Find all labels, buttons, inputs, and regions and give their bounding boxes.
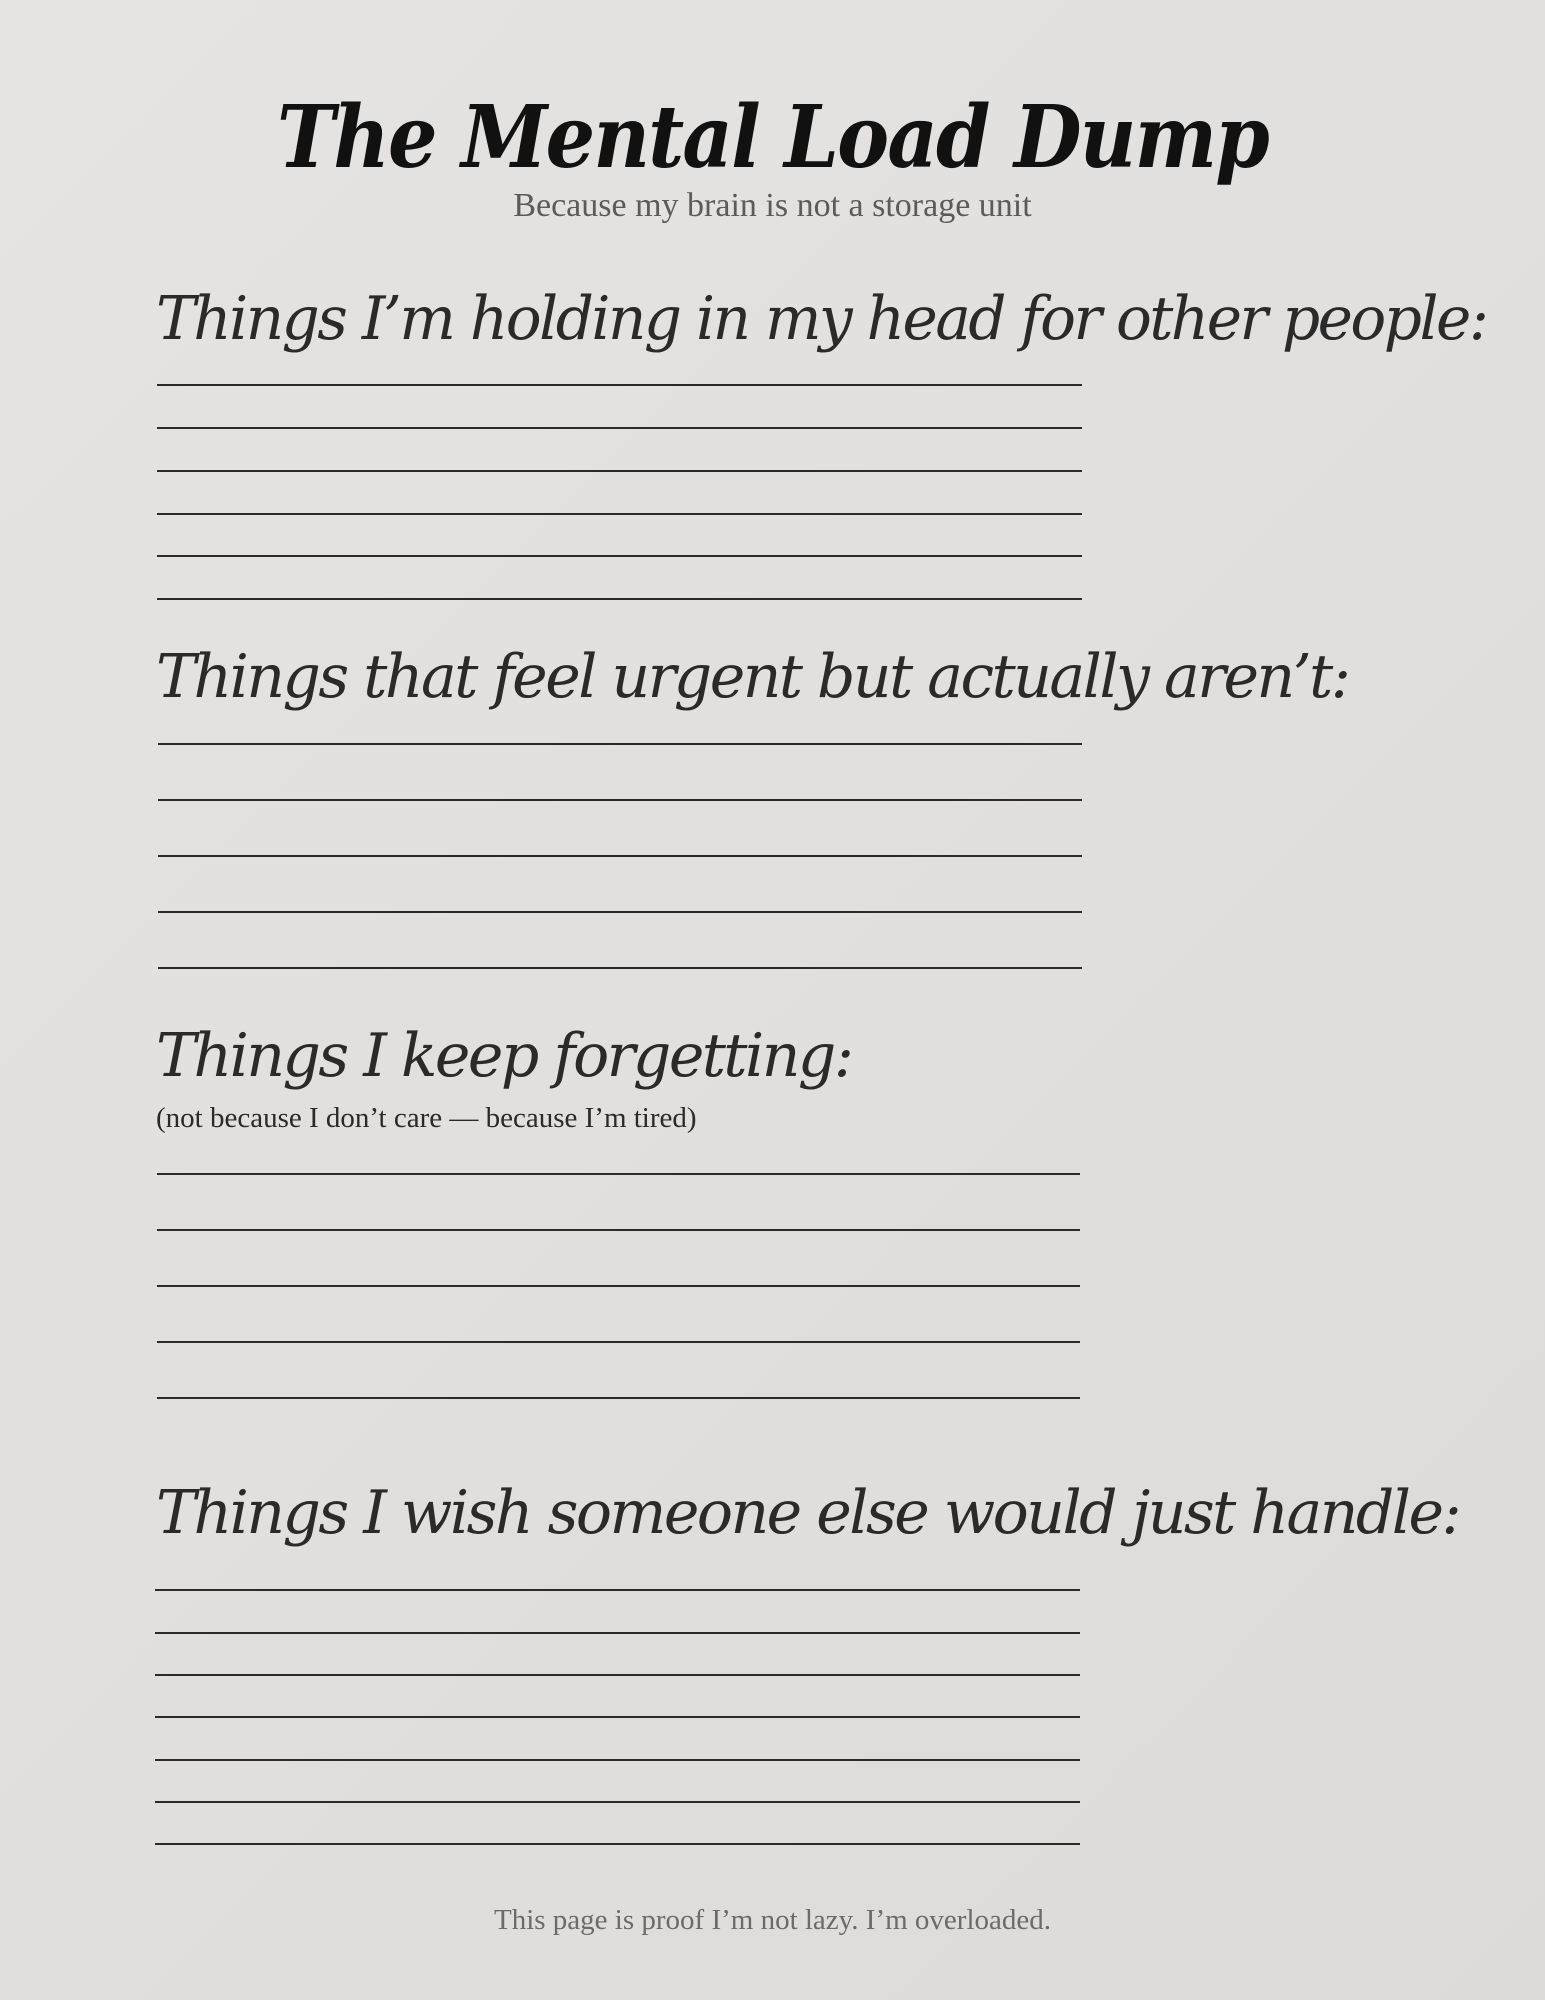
section-heading-holding-for-others: Things I’m holding in my head for other people: xyxy=(156,284,1487,354)
writing-line[interactable] xyxy=(155,1716,1080,1718)
section-heading-false-urgency: Things that feel urgent but actually aren’t: xyxy=(156,642,1349,712)
writing-line[interactable] xyxy=(157,555,1082,557)
page-subtitle: Because my brain is not a storage unit xyxy=(513,187,1032,224)
writing-line[interactable] xyxy=(155,1674,1080,1676)
writing-line[interactable] xyxy=(157,470,1082,472)
writing-line[interactable] xyxy=(155,1632,1080,1634)
section-note-keep-forgetting: (not because I don’t care — because I’m tired) xyxy=(156,1102,697,1134)
writing-line[interactable] xyxy=(157,427,1082,429)
writing-line[interactable] xyxy=(155,1843,1080,1845)
section-heading-someone-else-handle: Things I wish someone else would just handle: xyxy=(156,1478,1460,1548)
writing-line[interactable] xyxy=(157,1397,1080,1399)
page-footer: This page is proof I’m not lazy. I’m overloaded. xyxy=(493,1904,1051,1936)
page-title: The Mental Load Dump xyxy=(277,87,1268,188)
writing-line[interactable] xyxy=(157,513,1082,515)
writing-line[interactable] xyxy=(157,1173,1080,1175)
writing-line[interactable] xyxy=(155,1759,1080,1761)
writing-line[interactable] xyxy=(157,1341,1080,1343)
writing-line[interactable] xyxy=(157,598,1082,600)
writing-line[interactable] xyxy=(155,1589,1080,1591)
writing-line[interactable] xyxy=(158,967,1082,969)
section-heading-keep-forgetting: Things I keep forgetting: xyxy=(156,1021,852,1091)
writing-line[interactable] xyxy=(158,911,1082,913)
writing-line[interactable] xyxy=(158,743,1082,745)
writing-line[interactable] xyxy=(155,1801,1080,1803)
writing-line[interactable] xyxy=(158,799,1082,801)
writing-line[interactable] xyxy=(157,384,1082,386)
writing-line[interactable] xyxy=(157,1285,1080,1287)
writing-line[interactable] xyxy=(158,855,1082,857)
writing-line[interactable] xyxy=(157,1229,1080,1231)
